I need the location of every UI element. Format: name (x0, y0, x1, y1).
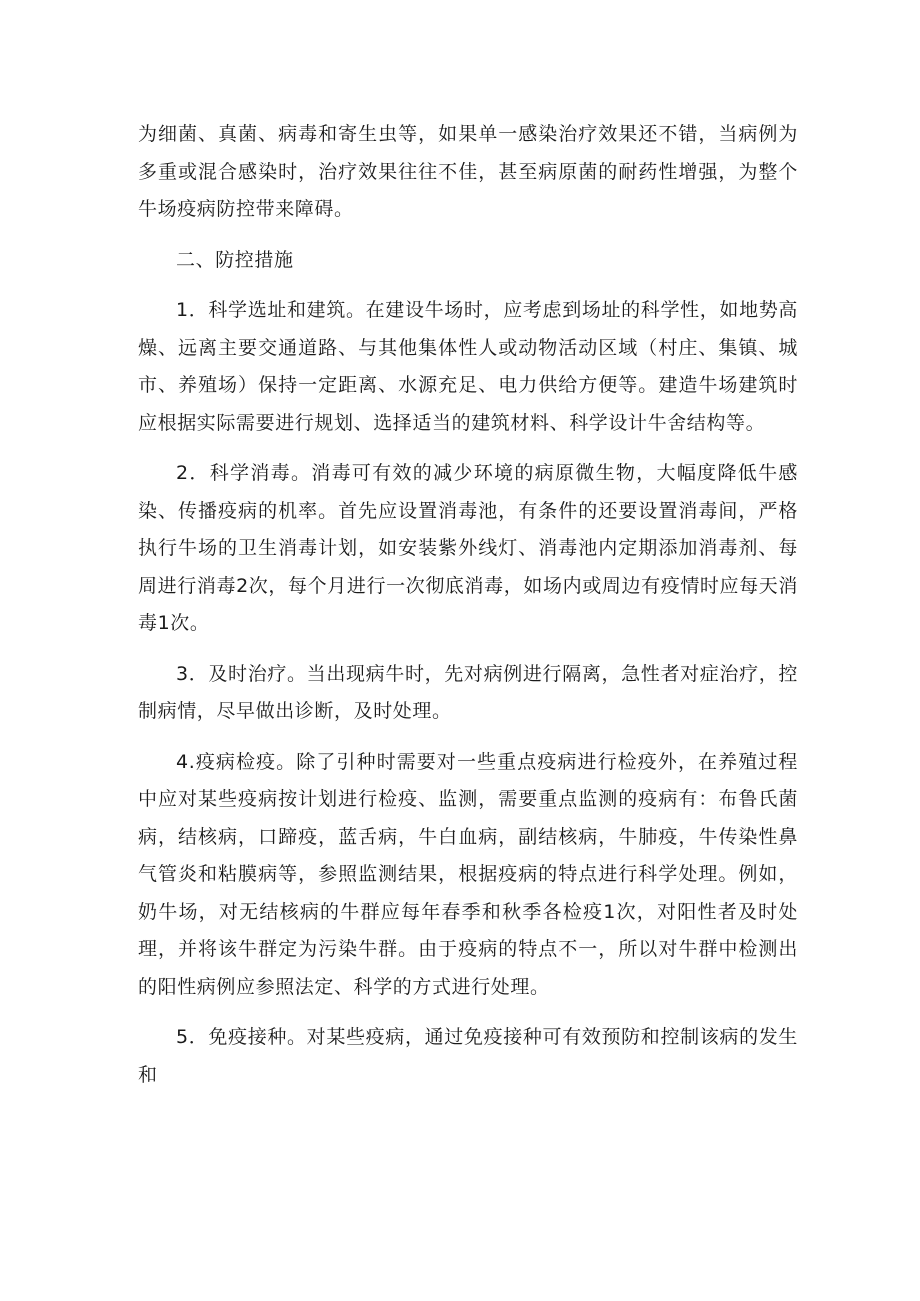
section-heading: 二、防控措施 (176, 248, 294, 271)
paragraph-vaccination: 5．免疫接种。对某些疫病，通过免疫接种可有效预防和控制该病的发生和 (138, 1026, 798, 1086)
paragraph-continuation: 为细菌、真菌、病毒和寄生虫等，如果单一感染治疗效果还不错，当病例为多重或混合感染时，治疗效果往往不佳，甚至病原菌的耐药性增强，为整个牛场疫病防控带来障碍。 (138, 123, 798, 220)
paragraph-quarantine: 4.疫病检疫。除了引种时需要对一些重点疫病进行检疫外，在养殖过程中应对某些疫病按计划进行检疫、监测，需要重点监测的疫病有：布鲁氏菌病，结核病，口蹄疫，蓝舌病，牛白血病，副结核病，牛肺疫，牛传染性鼻气管炎和粘膜病等，参照监测结果，根据疫病的特点进行科学处理。例如，奶牛场，对无结核病的牛群应每年春季和秋季各检疫1次，对阳性者及时处理，并将该牛群定为污染牛群。由于疫病的特点不一，所以对牛群中检测出的阳性病例应参照法定、科学的方式进行处理。 (138, 750, 798, 998)
document-body (138, 116, 798, 1107)
paragraph-treatment: 3．及时治疗。当出现病牛时，先对病例进行隔离，急性者对症治疗，控制病情，尽早做出诊断，及时处理。 (138, 662, 798, 722)
paragraph-site-selection: 1．科学选址和建筑。在建设牛场时，应考虑到场址的科学性，如地势高燥、远离主要交通道路、与其他集体性人或动物活动区域（村庄、集镇、城市、养殖场）保持一定距离、水源充足、电力供给方便等。建造牛场建筑时应根据实际需要进行规划、选择适当的建筑材料、科学设计牛舍结构等。 (138, 299, 798, 434)
paragraph-disinfection: 2．科学消毒。消毒可有效的减少环境的病原微生物，大幅度降低牛感染、传播疫病的机率。首先应设置消毒池，有条件的还要设置消毒间，严格执行牛场的卫生消毒计划，如安装紫外线灯、消毒池内定期添加消毒剂、每周进行消毒2次，每个月进行一次彻底消毒，如场内或周边有疫情时应每天消毒1次。 (138, 462, 798, 634)
